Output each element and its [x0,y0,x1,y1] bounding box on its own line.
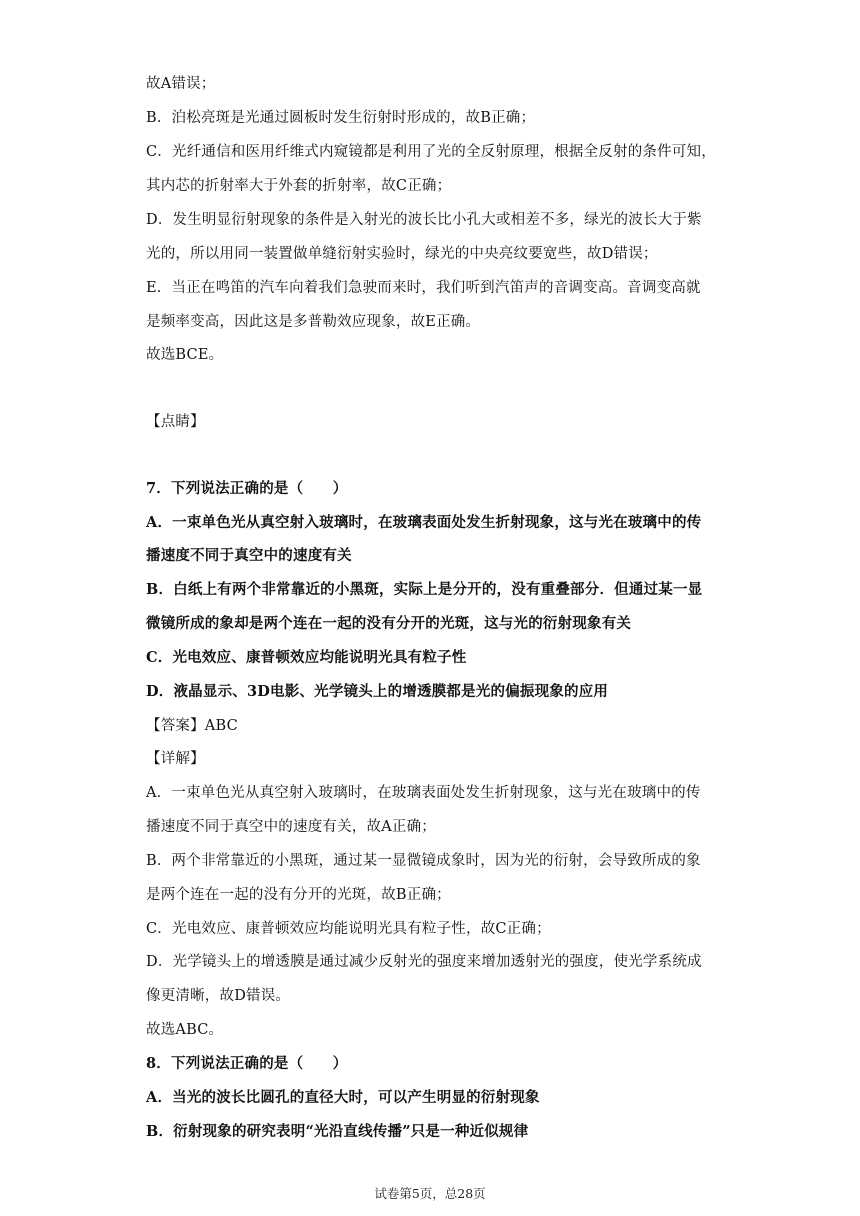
explanation-line: 是两个连在一起的没有分开的光斑，故B正确； [146,887,451,903]
question-7-option-d: D．液晶显示、3D电影、光学镜头上的增透膜都是光的偏振现象的应用 [146,683,609,700]
question-7-option-b: B．白纸上有两个非常靠近的小黑斑，实际上是分开的，没有重叠部分．但通过某一显 [146,581,703,598]
explanation-line: C．光电效应、康普顿效应均能说明光具有粒子性，故C正确； [146,921,551,937]
question-7-option-b: 微镜所成的象却是两个连在一起的没有分开的光斑，这与光的衍射现象有关 [146,615,632,632]
text-line: 其内芯的折射率大于外套的折射率，故C正确； [146,178,452,194]
question-7-option-a: A．一束单色光从真空射入玻璃时，在玻璃表面处发生折射现象，这与光在玻璃中的传 [146,514,702,531]
question-7-option-a: 播速度不同于真空中的速度有关 [146,547,352,564]
text-line: 是频率变高，因此这是多普勒效应现象，故E正确。 [146,314,481,330]
page-footer: 试卷第5页，总28页 [374,1186,486,1201]
text-line: B．泊松亮斑是光通过圆板时发生衍射时形成的，故B正确； [146,110,536,126]
text-line: E．当正在鸣笛的汽车向着我们急驶而来时，我们听到汽笛声的音调变高。音调变高就 [146,280,701,296]
text-line: 故选BCE。 [146,347,224,363]
explanation-line: 播速度不同于真空中的速度有关，故A正确； [146,819,436,835]
answer-label: 【答案】ABC [146,718,238,734]
explanation-line: B．两个非常靠近的小黑斑，通过某一显微镜成象时，因为光的衍射，会导致所成的象 [146,853,701,869]
section-label-dianjing: 【点睛】 [146,414,205,430]
explanation-label: 【详解】 [146,751,205,767]
text-line: 光的，所以用同一装置做单缝衍射实验时，绿光的中央亮纹要宽些，故D错误； [146,246,658,262]
question-8-option-a: A．当光的波长比圆孔的直径大时，可以产生明显的衍射现象 [146,1089,540,1106]
explanation-line: 像更清晰，故D错误。 [146,988,291,1004]
question-8-stem: 8．下列说法正确的是（ ） [146,1055,348,1072]
question-7-option-c: C．光电效应、康普顿效应均能说明光具有粒子性 [146,649,467,666]
question-7-stem: 7．下列说法正确的是（ ） [146,480,348,497]
text-line: D．发生明显衍射现象的条件是入射光的波长比小孔大或相差不多，绿光的波长大于紫 [146,212,702,228]
question-8-option-b: B．衍射现象的研究表明“光沿直线传播”只是一种近似规律 [146,1123,529,1140]
text-line: 故A错误； [146,76,216,92]
explanation-line: D．光学镜头上的增透膜是通过减少反射光的强度来增加透射光的强度，使光学系统成 [146,954,702,970]
text-line: C．光纤通信和医用纤维式内窥镜都是利用了光的全反射原理，根据全反射的条件可知， [146,144,716,160]
explanation-line: 故选ABC。 [146,1022,224,1038]
explanation-line: A．一束单色光从真空射入玻璃时，在玻璃表面处发生折射现象，这与光在玻璃中的传 [146,785,701,801]
